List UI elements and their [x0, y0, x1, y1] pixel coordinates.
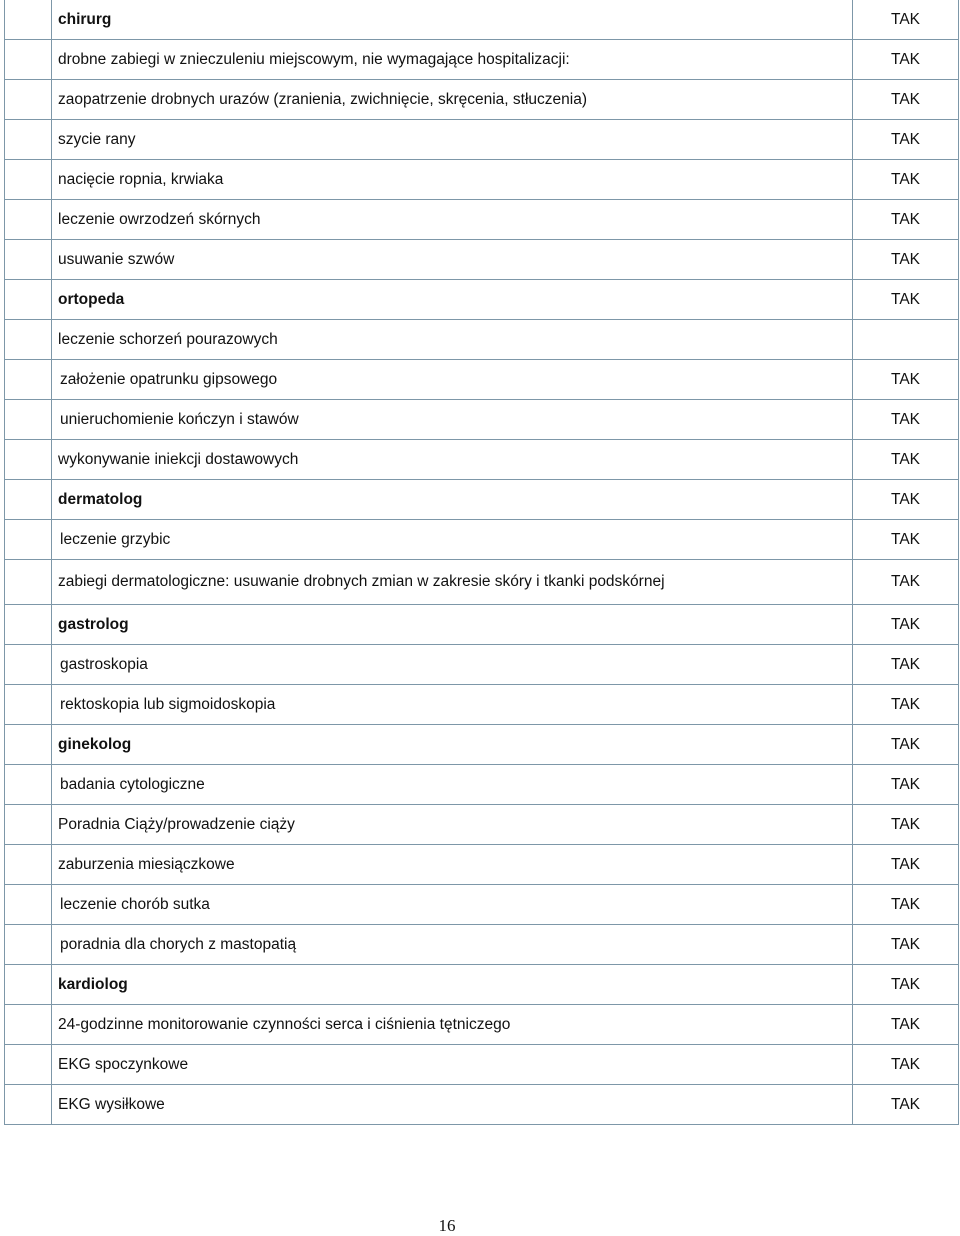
service-name: EKG wysiłkowe [52, 1085, 853, 1125]
specialty-heading: ortopeda [52, 280, 853, 320]
table-row [5, 120, 959, 160]
table-row [5, 1005, 959, 1045]
availability-value: TAK [853, 885, 959, 925]
row-margin-cell [5, 400, 52, 440]
service-name: leczenie schorzeń pourazowych [52, 320, 853, 360]
table-row [5, 280, 959, 320]
service-name: nacięcie ropnia, krwiaka [52, 160, 853, 200]
service-name: wykonywanie iniekcji dostawowych [52, 440, 853, 480]
row-margin-cell [5, 965, 52, 1005]
availability-value: TAK [853, 360, 959, 400]
row-margin-cell [5, 240, 52, 280]
table-row [5, 360, 959, 400]
service-name: zaburzenia miesiączkowe [52, 845, 853, 885]
table-row [5, 480, 959, 520]
availability-value: TAK [853, 925, 959, 965]
row-margin-cell [5, 1085, 52, 1125]
table-row [5, 400, 959, 440]
availability-value: TAK [853, 645, 959, 685]
row-margin-cell [5, 605, 52, 645]
service-name: założenie opatrunku gipsowego [52, 360, 853, 400]
availability-value: TAK [853, 560, 959, 605]
row-margin-cell [5, 360, 52, 400]
row-margin-cell [5, 200, 52, 240]
service-name: poradnia dla chorych z mastopatią [52, 925, 853, 965]
table-row [5, 645, 959, 685]
row-margin-cell [5, 925, 52, 965]
table-row [5, 605, 959, 645]
availability-value: TAK [853, 685, 959, 725]
row-margin-cell [5, 645, 52, 685]
availability-value: TAK [853, 605, 959, 645]
row-margin-cell [5, 520, 52, 560]
table-row [5, 845, 959, 885]
availability-value: TAK [853, 845, 959, 885]
services-table-body [5, 0, 959, 1125]
service-name: szycie rany [52, 120, 853, 160]
availability-value: TAK [853, 200, 959, 240]
services-table [4, 0, 959, 1125]
availability-value: TAK [853, 805, 959, 845]
service-name: rektoskopia lub sigmoidoskopia [52, 685, 853, 725]
service-name: zaopatrzenie drobnych urazów (zranienia, zwichnięcie, skręcenia, stłuczenia) [52, 80, 853, 120]
row-margin-cell [5, 80, 52, 120]
availability-value: TAK [853, 120, 959, 160]
row-margin-cell [5, 160, 52, 200]
availability-value: TAK [853, 480, 959, 520]
service-name: EKG spoczynkowe [52, 1045, 853, 1085]
specialty-heading: ginekolog [52, 725, 853, 765]
service-name: unieruchomienie kończyn i stawów [52, 400, 853, 440]
availability-value: TAK [853, 400, 959, 440]
service-name: 24-godzinne monitorowanie czynności serca i ciśnienia tętniczego [52, 1005, 853, 1045]
service-name: leczenie owrzodzeń skórnych [52, 200, 853, 240]
row-margin-cell [5, 685, 52, 725]
availability-value: TAK [853, 40, 959, 80]
page-number: 16 [438, 1216, 456, 1235]
table-row [5, 40, 959, 80]
table-row [5, 160, 959, 200]
table-row [5, 765, 959, 805]
service-name: usuwanie szwów [52, 240, 853, 280]
availability-value [853, 320, 959, 360]
table-row [5, 200, 959, 240]
row-margin-cell [5, 0, 52, 40]
row-margin-cell [5, 885, 52, 925]
row-margin-cell [5, 845, 52, 885]
row-margin-cell [5, 440, 52, 480]
service-name: gastroskopia [52, 645, 853, 685]
availability-value: TAK [853, 725, 959, 765]
availability-value: TAK [853, 1045, 959, 1085]
table-row [5, 885, 959, 925]
availability-value: TAK [853, 280, 959, 320]
row-margin-cell [5, 1045, 52, 1085]
specialty-heading: dermatolog [52, 480, 853, 520]
table-row [5, 725, 959, 765]
service-name: leczenie grzybic [52, 520, 853, 560]
table-row [5, 240, 959, 280]
table-row [5, 965, 959, 1005]
table-row [5, 805, 959, 845]
availability-value: TAK [853, 0, 959, 40]
row-margin-cell [5, 765, 52, 805]
row-margin-cell [5, 1005, 52, 1045]
table-row [5, 560, 959, 605]
row-margin-cell [5, 280, 52, 320]
specialty-heading: kardiolog [52, 965, 853, 1005]
row-margin-cell [5, 320, 52, 360]
availability-value: TAK [853, 440, 959, 480]
availability-value: TAK [853, 965, 959, 1005]
row-margin-cell [5, 725, 52, 765]
table-row [5, 80, 959, 120]
table-row [5, 440, 959, 480]
table-row [5, 0, 959, 40]
row-margin-cell [5, 40, 52, 80]
row-margin-cell [5, 560, 52, 605]
specialty-heading: gastrolog [52, 605, 853, 645]
availability-value: TAK [853, 80, 959, 120]
availability-value: TAK [853, 520, 959, 560]
table-row [5, 685, 959, 725]
specialty-heading: chirurg [52, 0, 853, 40]
table-row [5, 520, 959, 560]
service-name: leczenie chorób sutka [52, 885, 853, 925]
row-margin-cell [5, 120, 52, 160]
availability-value: TAK [853, 1085, 959, 1125]
table-row [5, 1085, 959, 1125]
service-name: Poradnia Ciąży/prowadzenie ciąży [52, 805, 853, 845]
service-name: drobne zabiegi w znieczuleniu miejscowym, nie wymagające hospitalizacji: [52, 40, 853, 80]
table-row [5, 1045, 959, 1085]
service-name: badania cytologiczne [52, 765, 853, 805]
availability-value: TAK [853, 765, 959, 805]
availability-value: TAK [853, 240, 959, 280]
table-row [5, 320, 959, 360]
table-row [5, 925, 959, 965]
row-margin-cell [5, 480, 52, 520]
service-name: zabiegi dermatologiczne: usuwanie drobnych zmian w zakresie skóry i tkanki podskórnej [52, 560, 853, 605]
row-margin-cell [5, 805, 52, 845]
availability-value: TAK [853, 160, 959, 200]
availability-value: TAK [853, 1005, 959, 1045]
